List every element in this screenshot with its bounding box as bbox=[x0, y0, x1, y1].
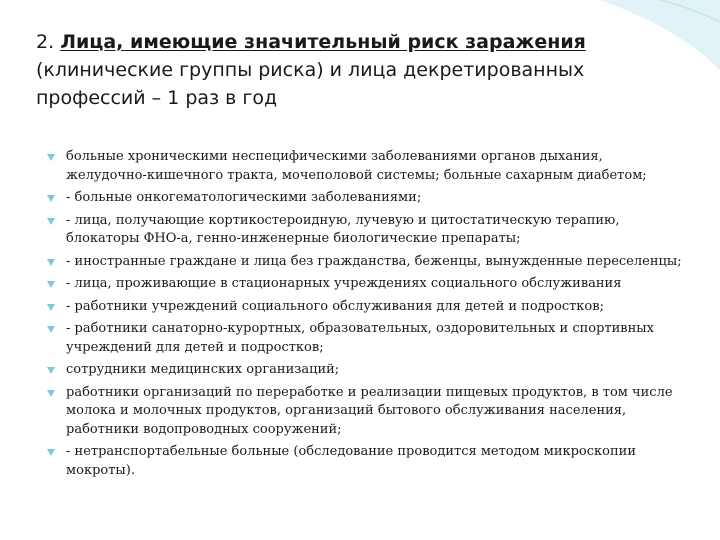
list-item-text: - иностранные граждане и лица без гражданства, беженцы, вынужденные переселенцы; bbox=[66, 253, 682, 269]
list-item bbox=[46, 384, 686, 440]
list-item bbox=[46, 212, 686, 249]
bullet-icon bbox=[46, 447, 56, 457]
list-item-text: - лица, получающие кортикостероидную, лучевую и цитостатическую терапию, блокаторы ФНО-а, генно-инженерные биологические препараты; bbox=[66, 212, 620, 246]
list-item bbox=[46, 361, 686, 380]
list-item-text: сотрудники медицинских организаций; bbox=[66, 362, 340, 377]
wave-line bbox=[660, 0, 720, 22]
bullet-icon bbox=[46, 365, 56, 375]
list-item-text: - лица, проживающие в стационарных учреждениях социального обслуживания bbox=[66, 276, 622, 291]
title-main: Лица, имеющие значительный риск заражения bbox=[60, 31, 586, 53]
list-item bbox=[46, 189, 686, 208]
bullet-icon bbox=[46, 152, 56, 162]
bullet-icon bbox=[46, 388, 56, 398]
list-item-text: - работники санаторно-курортных, образовательных, оздоровительных и спортивных учреждений для детей и подростков; bbox=[66, 321, 654, 355]
bullet-icon bbox=[46, 324, 56, 334]
list-item bbox=[46, 275, 686, 294]
bullet-icon bbox=[46, 193, 56, 203]
bullet-icon bbox=[46, 216, 56, 226]
list-item-text: работники организаций по переработке и реализации пищевых продуктов, в том числе молока и молочных продуктов, организаций бытового обслуживания населения, работники водопроводных сооружений; bbox=[66, 384, 673, 437]
list-item bbox=[46, 320, 686, 357]
list-item-text: - работники учреждений социального обслуживания для детей и подростков; bbox=[66, 298, 604, 314]
list-item bbox=[46, 298, 686, 317]
title-rest: (клинические группы риска) и лица декретированных профессий – 1 раз в год bbox=[36, 59, 585, 109]
list-item-text: больные хроническими неспецифическими заболеваниями органов дыхания, желудочно-кишечного тракта, мочеполовой системы; больные сахарным диабетом; bbox=[66, 149, 647, 183]
list-item-text: - нетранспортабельные больные (обследование проводится методом микроскопии мокроты). bbox=[66, 444, 636, 478]
list-item-text: - больные онкогематологическими заболеваниями; bbox=[66, 190, 422, 205]
bullet-icon bbox=[46, 279, 56, 289]
list-item bbox=[46, 443, 686, 480]
bullet-icon bbox=[46, 257, 56, 267]
slide-title bbox=[36, 28, 676, 112]
bullet-icon bbox=[46, 302, 56, 312]
list-item bbox=[46, 148, 686, 185]
risk-groups-list bbox=[46, 148, 686, 484]
list-item bbox=[46, 253, 686, 272]
title-number: 2. bbox=[36, 31, 55, 53]
